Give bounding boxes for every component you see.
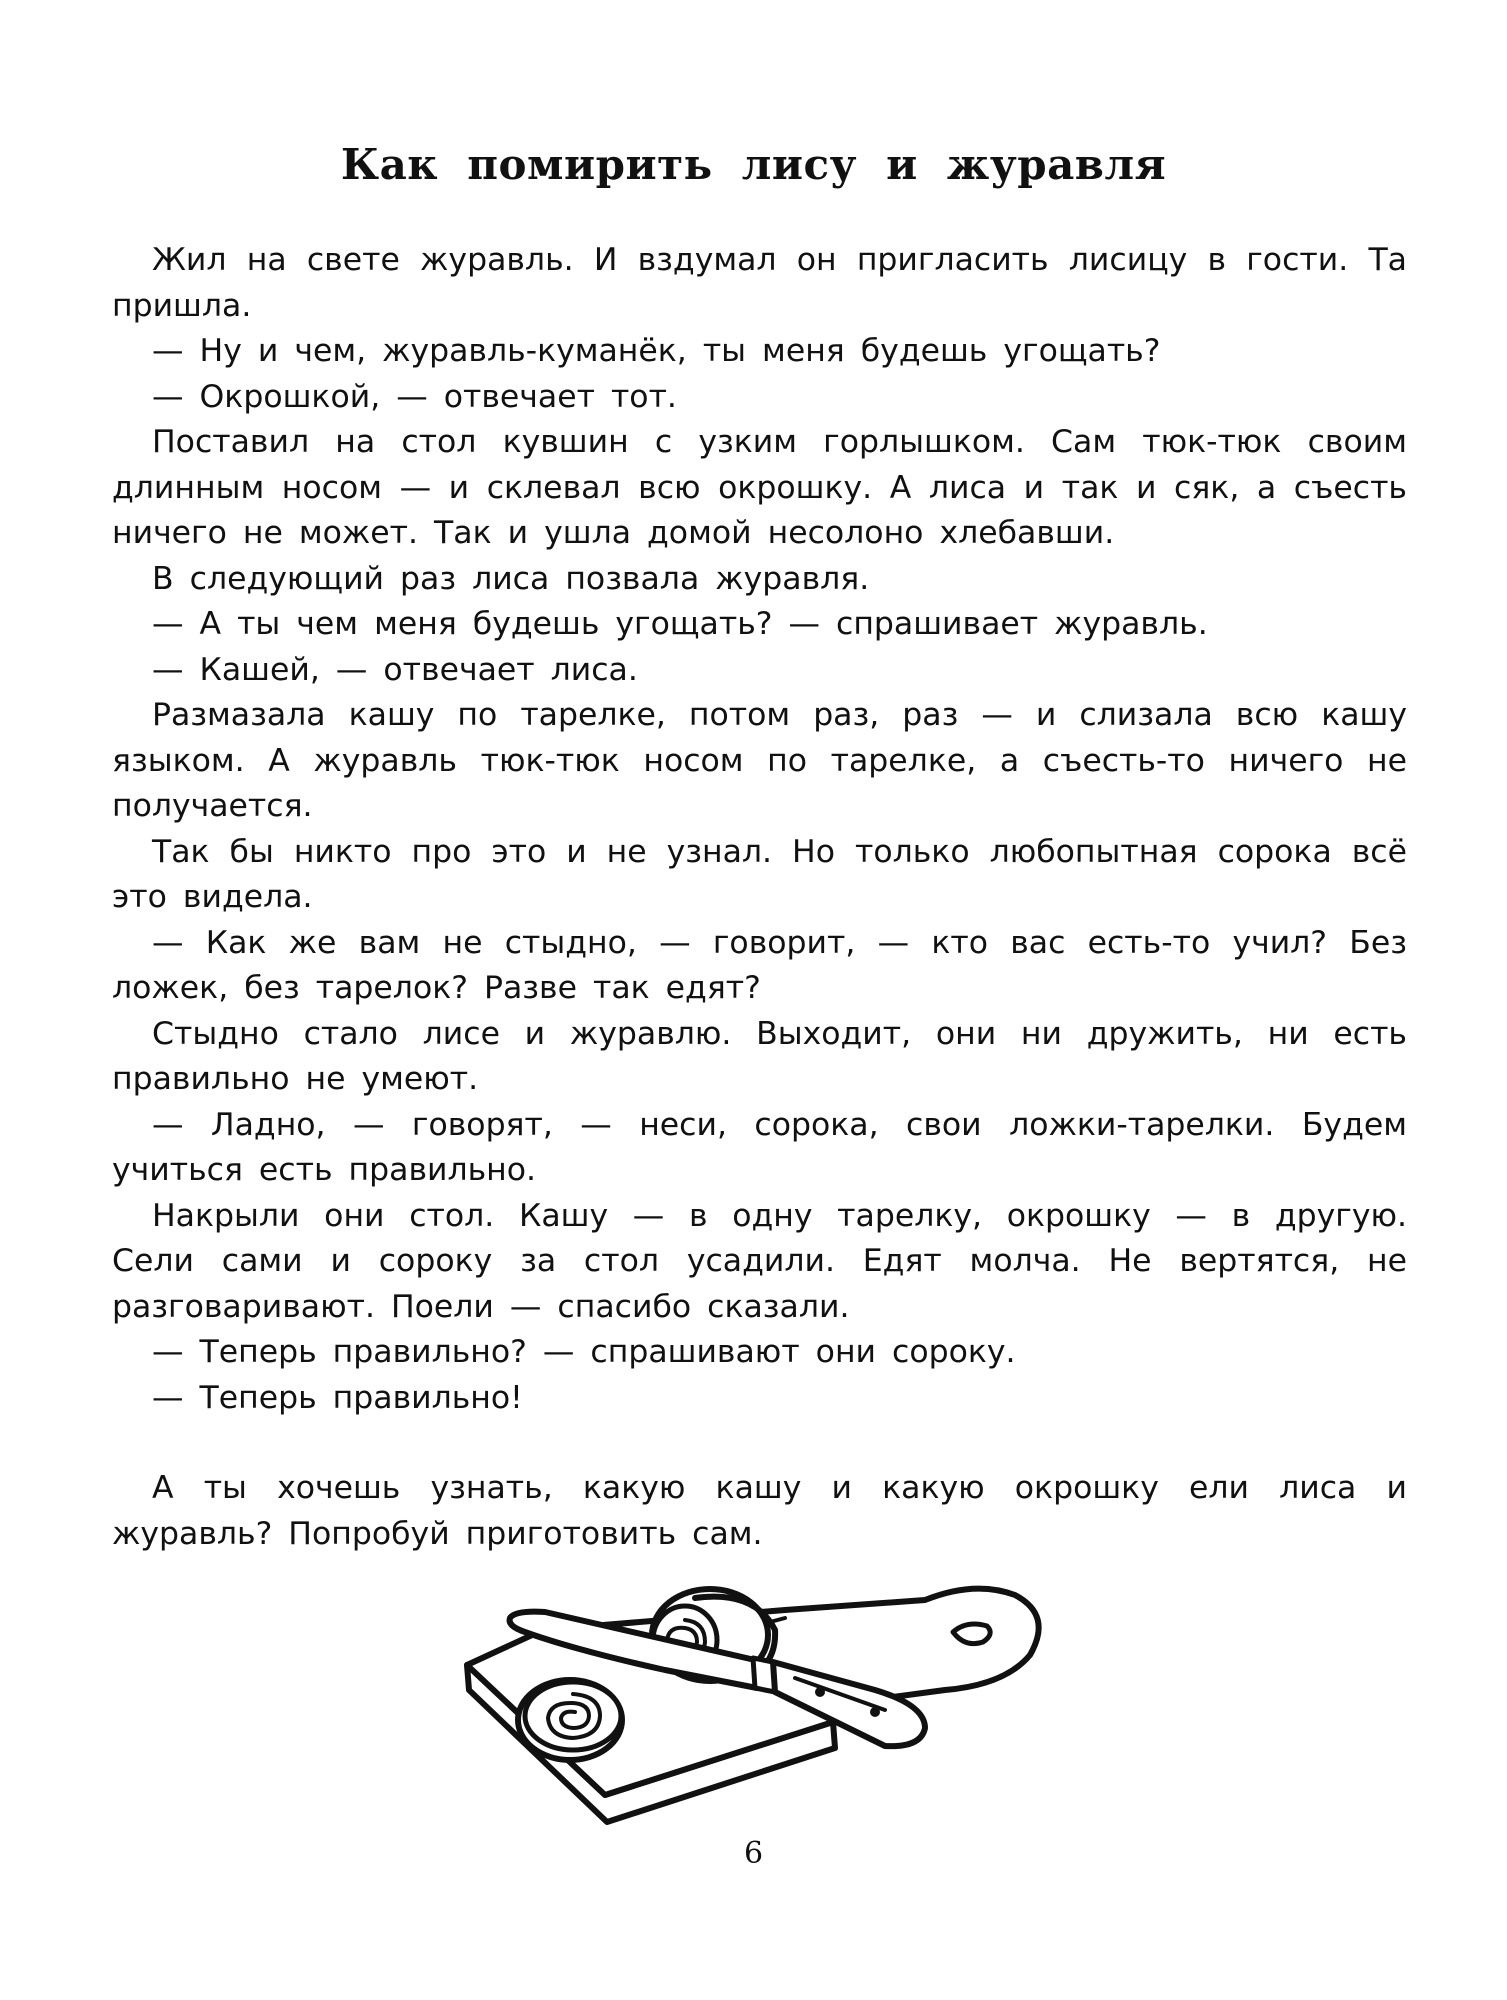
paragraph: — Окрошкой, — отвечает тот.: [152, 378, 677, 415]
paragraph: — Ладно, — говорят, — неси, сорока, свои ложки-тарелки. Будем учиться есть правильно.: [112, 1106, 1407, 1188]
paragraph: — Ну и чем, журавль-куманёк, ты меня будешь угощать?: [152, 333, 1161, 369]
closing-paragraph: А ты хочешь узнать, какую кашу и какую окрошку ели лиса и журавль? Попробуй приготовить сам.: [112, 1470, 1407, 1552]
cutting-board-knife-onion-icon: [455, 1570, 1055, 1840]
paragraph: Накрыли они стол. Кашу — в одну тарелку, окрошку — в другую. Сели сами и сороку за стол усадили. Едят молча. Не вертятся, не разговаривают. Поели — спасибо сказали.: [112, 1197, 1407, 1325]
page-title: Как помирить лису и журавля: [340, 140, 1167, 189]
page-number: 6: [743, 1836, 764, 1871]
paragraph: В следующий раз лиса позвала журавля.: [152, 560, 870, 597]
paragraph: Стыдно стало лисе и журавлю. Выходит, они ни дружить, ни есть правильно не умеют.: [112, 1015, 1407, 1097]
paragraph: Жил на свете журавль. И вздумал он пригласить лисицу в гости. Та пришла.: [112, 242, 1407, 324]
paragraph: — Теперь правильно!: [152, 1379, 523, 1416]
paragraph: Так бы никто про это и не узнал. Но только любопытная сорока всё это видела.: [112, 833, 1407, 915]
paragraph: — А ты чем меня будешь угощать? — спрашивает журавль.: [152, 606, 1208, 642]
paragraph: — Как же вам не стыдно, — говорит, — кто вас есть-то учил? Без ложек, без тарелок? Разве так едят?: [112, 924, 1407, 1006]
paragraph: Поставил на стол кувшин с узким горлышком. Сам тюк-тюк своим длинным носом — и склевал всю окрошку. А лиса и так и сяк, а съесть ничего не может. Так и ушла домой несолоно хлебавши.: [112, 424, 1407, 551]
paragraph: — Кашей, — отвечает лиса.: [152, 651, 638, 688]
story-text: [112, 238, 1407, 1557]
paragraph: — Теперь правильно? — спрашивают они сороку.: [152, 1334, 1016, 1370]
paragraph: Размазала кашу по тарелке, потом раз, раз — и слизала всю кашу языком. А журавль тюк-тюк носом по тарелке, а съесть-то ничего не получается.: [112, 697, 1407, 824]
